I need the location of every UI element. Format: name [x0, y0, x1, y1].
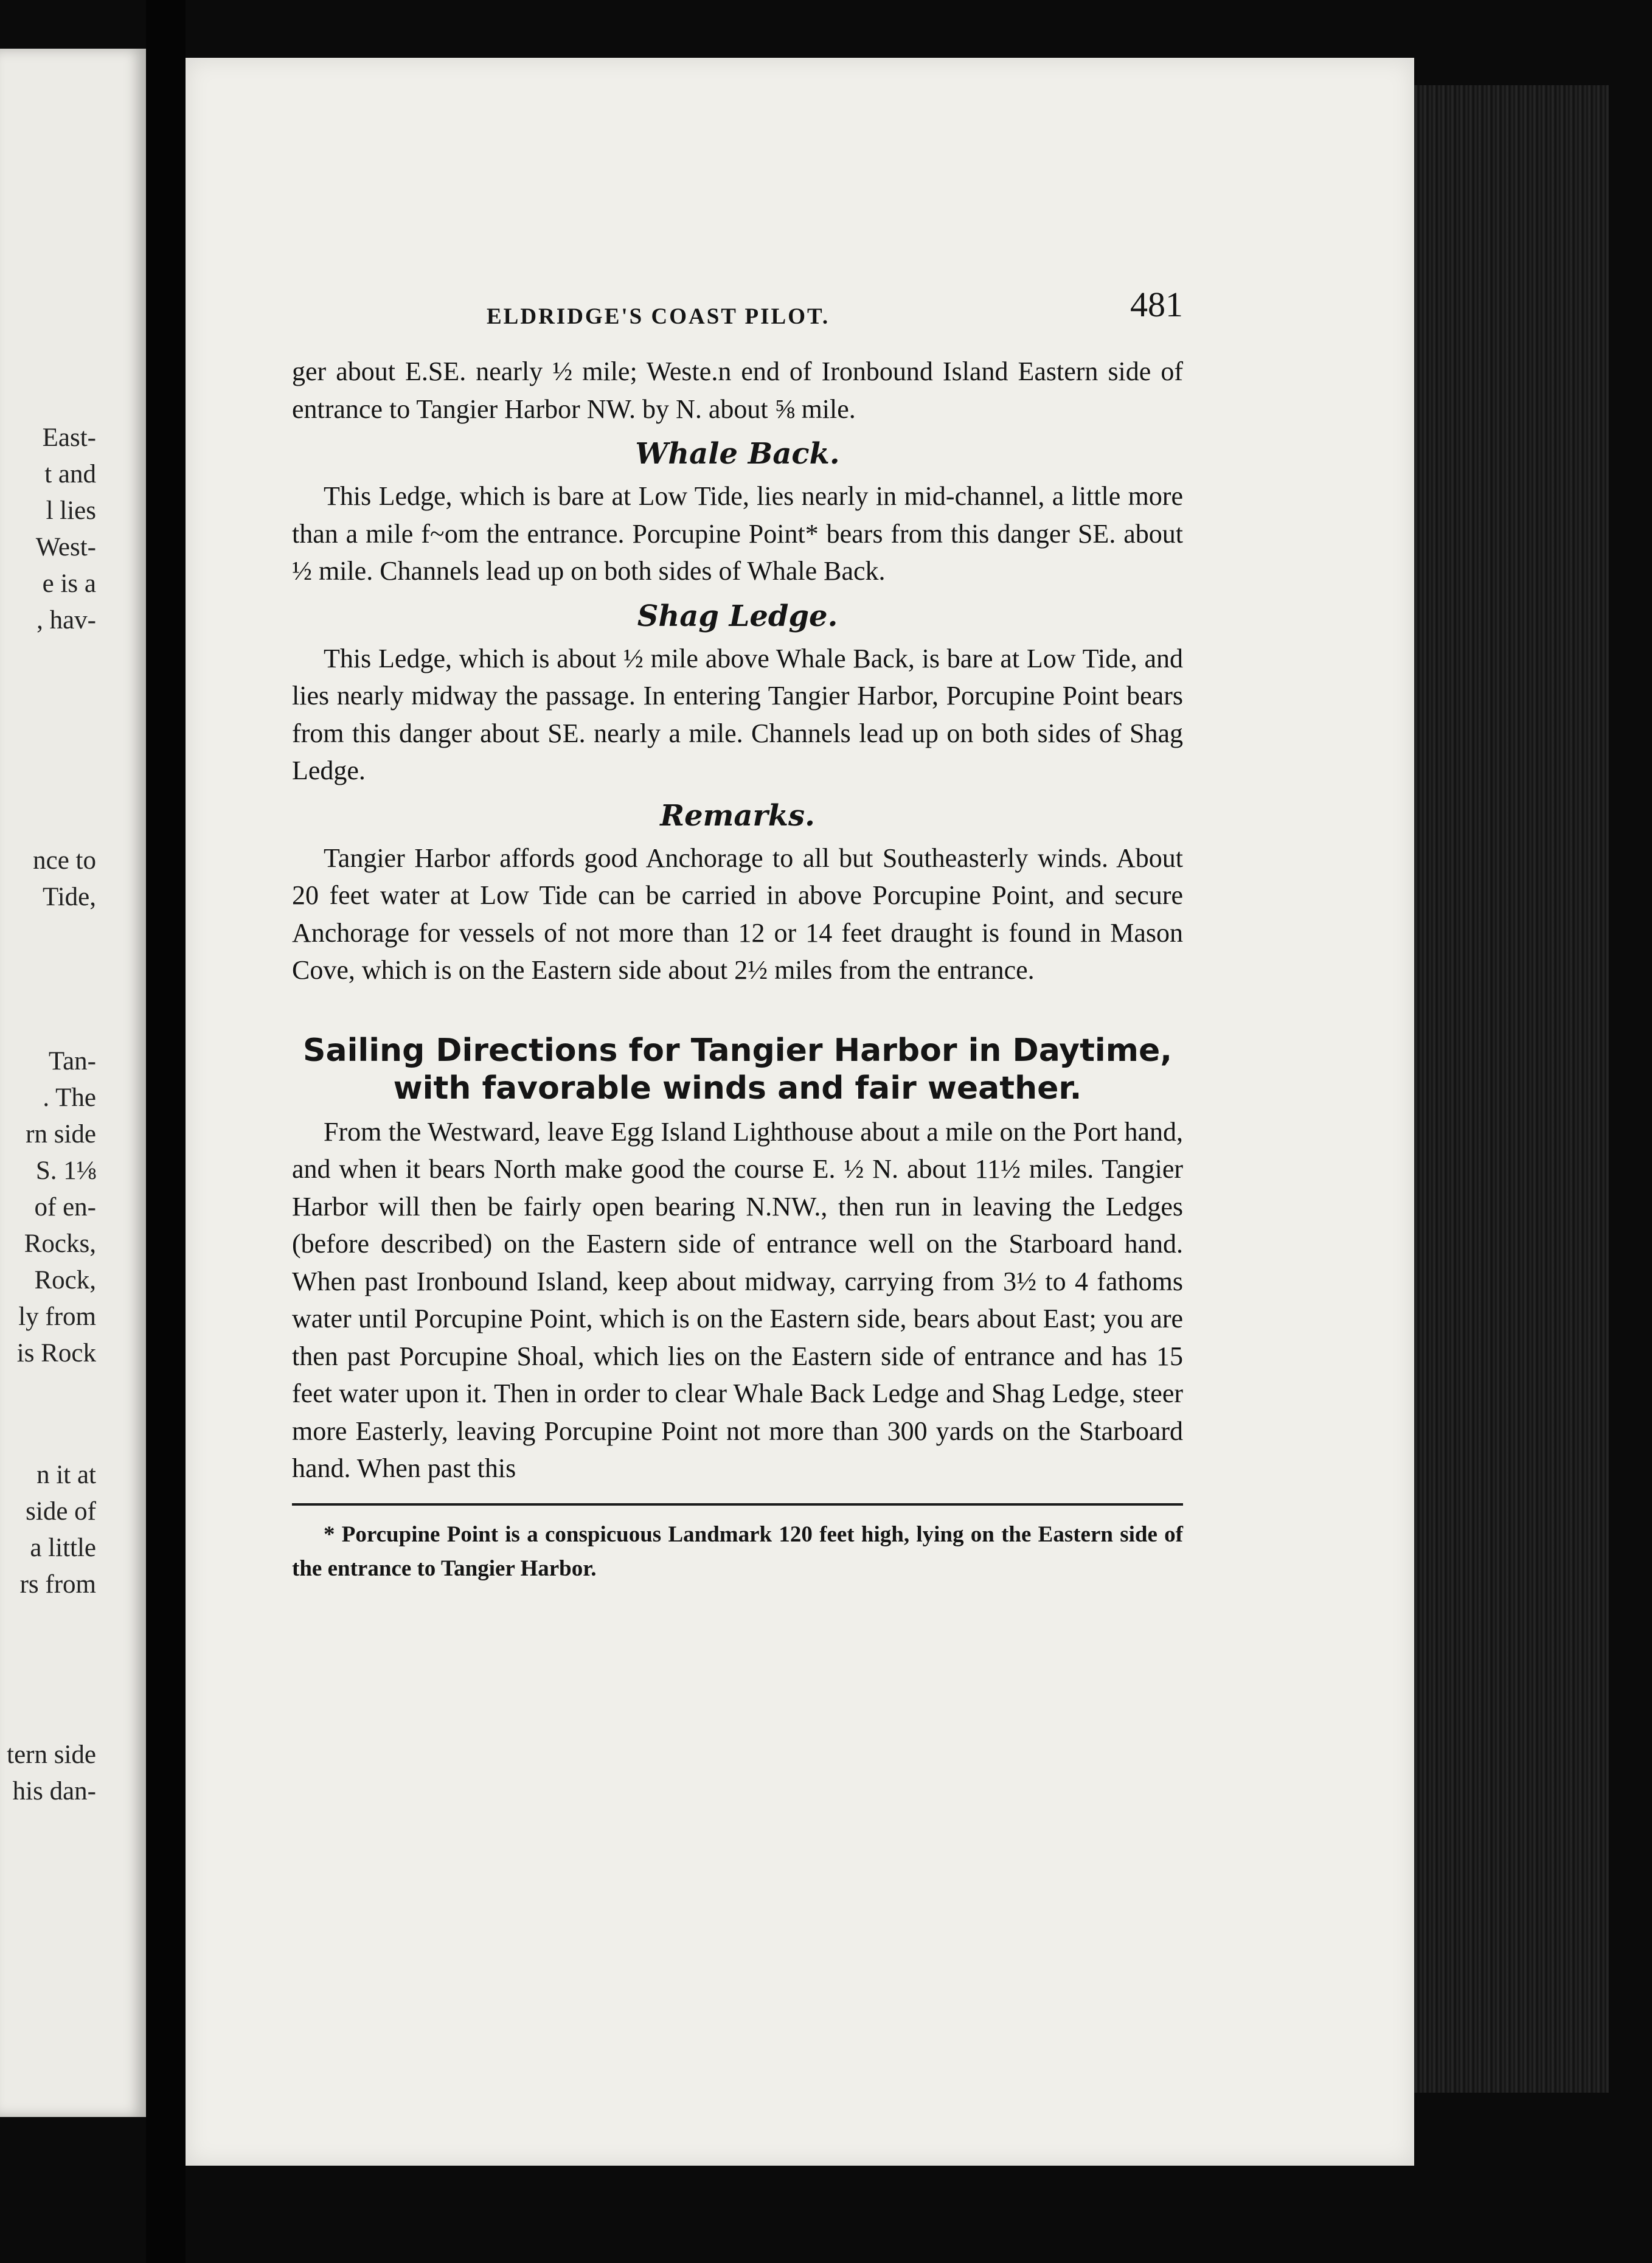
left-page-line: is Rock	[16, 1339, 96, 1368]
page-number: 481	[1130, 285, 1183, 324]
left-page-line: n it at	[36, 1461, 96, 1489]
sailing-directions-heading	[292, 1032, 1183, 1107]
left-page-line: side of	[26, 1497, 96, 1526]
left-page-line: tern side	[7, 1740, 96, 1769]
sailing-heading-line-1: Sailing Directions for Tangier Harbor in Daytime,	[303, 1032, 1172, 1069]
section-body-shag-ledge: This Ledge, which is about ½ mile above Whale Back, is bare at Low Tide, and lies nearly midway the passage. In entering Tangier Harbor, Porcupine Point bears from this danger about SE. nearly a mile. Channels lead up on both sides of Shag Ledge.	[292, 643, 1183, 785]
page-content	[292, 286, 1183, 1586]
left-page-line: East-	[42, 423, 96, 452]
left-page-line: ly from	[18, 1302, 96, 1331]
section-heading-shag-ledge: Shag Ledge.	[637, 599, 838, 633]
left-page-line: nce to	[33, 846, 96, 875]
sailing-heading-line-2: with favorable winds and fair weather.	[393, 1069, 1082, 1107]
left-page-line: e is a	[42, 569, 96, 598]
left-page-line: Tide,	[42, 883, 96, 911]
left-page-line: t and	[44, 460, 96, 488]
left-page-line: his dan-	[12, 1777, 96, 1806]
footnote-rule	[292, 1503, 1183, 1506]
left-page-line: , hav-	[36, 606, 96, 634]
left-page-line: rs from	[19, 1570, 96, 1599]
left-page-line: West-	[35, 533, 96, 561]
footnote: * Porcupine Point is a conspicuous Landmark 120 feet high, lying on the Eastern side of the entrance to Tangier Harbor.	[292, 1521, 1183, 1581]
left-page-line: of en-	[34, 1193, 96, 1222]
left-page-line: a little	[30, 1534, 96, 1562]
left-page-line: Rocks,	[24, 1229, 96, 1258]
section-body-remarks: Tangier Harbor affords good Anchorage to all but Southeasterly winds. About 20 feet water at Low Tide can be carried in above Porcupine Point, and secure Anchorage for vessels of not more than 12 or 14 feet draught is found in Mason Cove, which is on the Eastern side about 2½ miles from the entrance.	[292, 843, 1183, 985]
left-page-line: l lies	[46, 496, 96, 525]
intro-paragraph: ger about E.SE. nearly ½ mile; Weste.n end of Ironbound Island Eastern side of entrance to Tangier Harbor NW. by N. about ⅝ mile.	[292, 356, 1183, 424]
section-heading-whale-back: Whale Back.	[635, 437, 840, 471]
book-page	[186, 58, 1414, 2166]
section-heading-remarks: Remarks.	[660, 798, 815, 833]
page-edges	[1414, 85, 1609, 2093]
section-body-whale-back: This Ledge, which is bare at Low Tide, lies nearly in mid-channel, a little more than a mile f~om the entrance. Porcupine Point* bears from this danger SE. about ½ mile. Channels lead up on both sides of Whale Back.	[292, 481, 1183, 586]
running-head	[292, 286, 1183, 353]
left-page-line: S. 1⅛	[35, 1156, 96, 1185]
book-gutter	[146, 0, 186, 2263]
left-page-line: rn side	[26, 1120, 96, 1149]
left-page-line: . The	[43, 1083, 96, 1112]
sailing-directions-body: From the Westward, leave Egg Island Lighthouse about a mile on the Port hand, and when it bears North make good the course E. ½ N. about 11½ miles. Tangier Harbor will then be fairly open bearing N.NW., then run in leaving the Ledges (before described) on the Eastern side of entrance well on the Starboard hand. When past Ironbound Island, keep about midway, carrying from 3½ to 4 fathoms water until Porcupine Point, which is on the Eastern side, bears about East; you are then past Porcupine Shoal, which lies on the Eastern side of entrance and has 15 feet water upon it. Then in order to clear Whale Back Ledge and Shag Ledge, steer more Easterly, leaving Porcupine Point not more than 300 yards on the Starboard hand. When past this	[292, 1116, 1183, 1483]
running-head-title: ELDRIDGE'S COAST PILOT.	[487, 304, 830, 329]
left-page-line: Tan-	[48, 1047, 96, 1076]
left-page-line: Rock,	[34, 1266, 96, 1295]
left-facing-page	[0, 49, 146, 2117]
